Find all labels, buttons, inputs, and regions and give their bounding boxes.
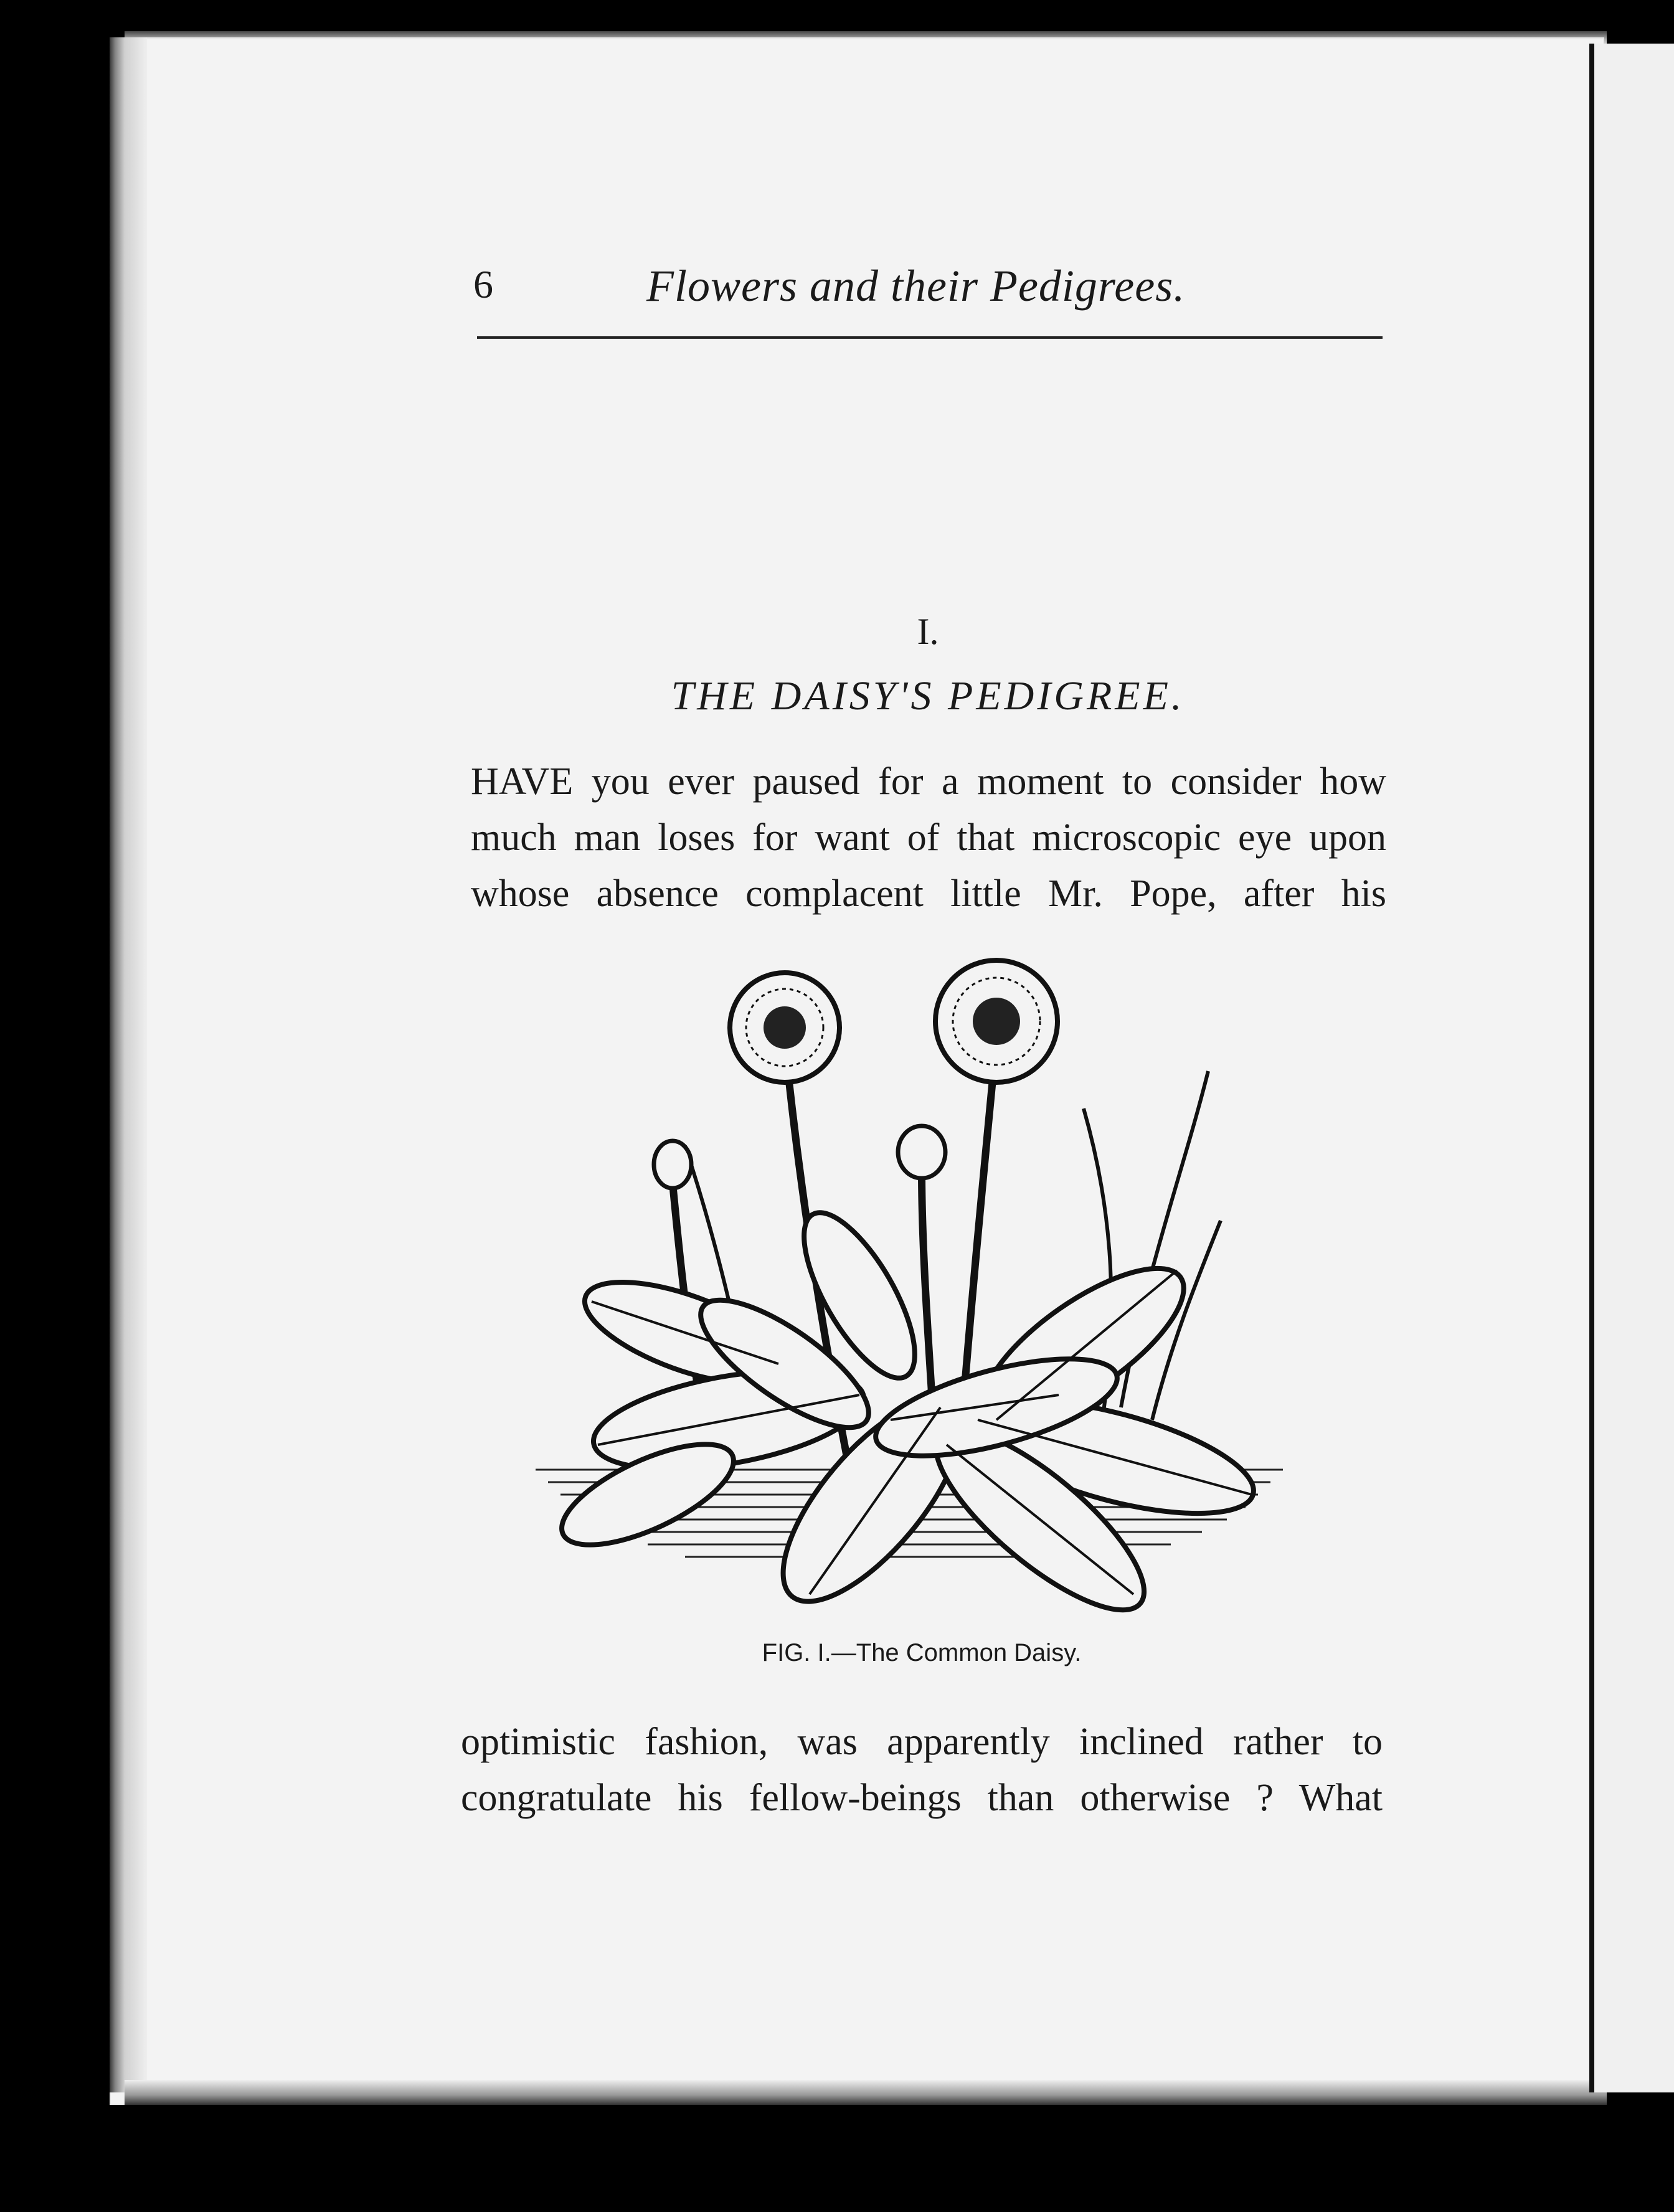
text-line: optimistic fashion, was apparently inclined rather to	[461, 1721, 1383, 1763]
chapter-title: THE DAISY'S PEDIGREE.	[671, 673, 1185, 719]
header-rule	[477, 336, 1383, 339]
running-title: Flowers and their Pedigrees.	[646, 261, 1186, 311]
text-line: HAVE you ever paused for a moment to consider how	[471, 760, 1386, 803]
facing-page-edge	[1589, 44, 1674, 2092]
paragraph-1	[471, 754, 1386, 922]
text-line: much man loses for want of that microscopic eye upon	[471, 816, 1386, 859]
daisy-engraving	[523, 947, 1295, 1632]
text-line: whose absence complacent little Mr. Pope, after his	[471, 872, 1386, 915]
page-number: 6	[473, 262, 493, 306]
page-bottom-edge	[125, 2080, 1607, 2105]
running-header	[473, 249, 1383, 318]
rosette-leaves	[549, 1198, 1264, 1632]
paragraph-2	[461, 1714, 1383, 1826]
page-binding-shadow	[110, 37, 147, 2092]
daisy-illustration	[523, 947, 1295, 1632]
text-line: congratulate his fellow-beings than otherwise ? What	[461, 1777, 1383, 1819]
daisy-flower-left	[730, 973, 839, 1082]
daisy-flower-right	[935, 960, 1057, 1082]
figure-caption: FIG. I.—The Common Daisy.	[762, 1639, 1082, 1666]
chapter-number: I.	[917, 611, 939, 652]
